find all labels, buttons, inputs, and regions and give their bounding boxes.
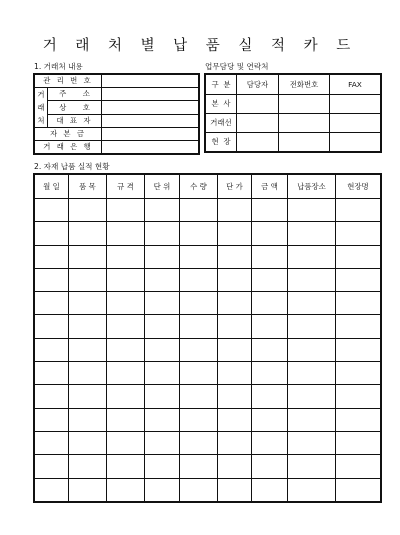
contact-cell[interactable] — [237, 114, 279, 133]
contact-header-manager: 담당자 — [237, 75, 279, 95]
table-cell[interactable] — [252, 292, 288, 315]
table-cell[interactable] — [218, 199, 252, 222]
table-row — [35, 315, 381, 338]
table-cell[interactable] — [35, 338, 69, 361]
vendor-group-char-2: 래 — [37, 103, 45, 112]
management-no-value[interactable] — [102, 75, 199, 88]
table-cell[interactable] — [107, 315, 145, 338]
table-cell[interactable] — [252, 315, 288, 338]
table-cell[interactable] — [107, 408, 145, 431]
table-cell[interactable] — [107, 199, 145, 222]
table-cell[interactable] — [180, 292, 218, 315]
table-cell[interactable] — [218, 315, 252, 338]
table-cell[interactable] — [218, 431, 252, 454]
table-cell[interactable] — [69, 315, 107, 338]
table-cell[interactable] — [288, 292, 336, 315]
table-cell[interactable] — [145, 431, 180, 454]
table-cell[interactable] — [252, 408, 288, 431]
table-cell[interactable] — [69, 245, 107, 268]
table-cell[interactable] — [180, 478, 218, 501]
table-cell[interactable] — [288, 338, 336, 361]
table-row — [35, 245, 381, 268]
table-cell[interactable] — [252, 245, 288, 268]
section2-heading: 2. 자재 납품 실적 현황 — [34, 162, 110, 171]
table-cell[interactable] — [336, 338, 381, 361]
table-cell[interactable] — [218, 362, 252, 385]
capital-value[interactable] — [102, 128, 199, 141]
table-row — [35, 362, 381, 385]
table-cell[interactable] — [218, 408, 252, 431]
table-cell[interactable] — [107, 455, 145, 478]
table-cell[interactable] — [336, 222, 381, 245]
table-cell[interactable] — [69, 268, 107, 291]
table-cell[interactable] — [69, 478, 107, 501]
table-cell[interactable] — [107, 268, 145, 291]
table-row — [35, 478, 381, 501]
table-cell[interactable] — [336, 245, 381, 268]
table-cell[interactable] — [252, 268, 288, 291]
management-no-label: 관 리 번 호 — [35, 75, 102, 88]
table-cell[interactable] — [288, 199, 336, 222]
table-cell[interactable] — [180, 455, 218, 478]
table-cell[interactable] — [145, 245, 180, 268]
col-header-spec: 규 격 — [107, 175, 145, 199]
table-row — [35, 338, 381, 361]
table-cell[interactable] — [336, 478, 381, 501]
table-cell[interactable] — [145, 478, 180, 501]
contact-cell[interactable] — [330, 133, 381, 152]
table-cell[interactable] — [107, 222, 145, 245]
table-cell[interactable] — [35, 362, 69, 385]
table-cell[interactable] — [69, 222, 107, 245]
table-cell[interactable] — [180, 338, 218, 361]
address-label: 주 소 — [48, 88, 102, 101]
table-cell[interactable] — [336, 292, 381, 315]
table-row — [35, 455, 381, 478]
table-row — [35, 222, 381, 245]
card-title: 거 래 처 별 납 품 실 적 카 드 — [42, 38, 358, 54]
table-cell[interactable] — [336, 268, 381, 291]
table-cell[interactable] — [69, 338, 107, 361]
table-cell[interactable] — [107, 362, 145, 385]
table-cell[interactable] — [288, 408, 336, 431]
col-header-site-name: 현장명 — [336, 175, 381, 199]
table-cell[interactable] — [180, 268, 218, 291]
table-cell[interactable] — [288, 245, 336, 268]
table-cell[interactable] — [218, 455, 252, 478]
table-cell[interactable] — [252, 222, 288, 245]
table-cell[interactable] — [180, 315, 218, 338]
table-cell[interactable] — [252, 455, 288, 478]
table-cell[interactable] — [180, 222, 218, 245]
vendor-group-char-1: 거 — [37, 90, 45, 99]
table-cell[interactable] — [180, 408, 218, 431]
col-header-quantity: 수 량 — [180, 175, 218, 199]
vendor-group-label — [35, 88, 48, 128]
table-cell[interactable] — [252, 385, 288, 408]
table-cell[interactable] — [69, 408, 107, 431]
table-cell[interactable] — [145, 292, 180, 315]
section1-heading: 1. 거래처 내용 — [34, 62, 83, 71]
table-cell[interactable] — [218, 478, 252, 501]
table-cell[interactable] — [35, 222, 69, 245]
table-cell[interactable] — [180, 199, 218, 222]
table-cell[interactable] — [107, 338, 145, 361]
table-cell[interactable] — [69, 431, 107, 454]
table-cell[interactable] — [69, 455, 107, 478]
table-cell[interactable] — [252, 431, 288, 454]
table-cell[interactable] — [218, 385, 252, 408]
table-cell[interactable] — [180, 431, 218, 454]
table-cell[interactable] — [35, 408, 69, 431]
contact-cell[interactable] — [330, 114, 381, 133]
contact-header-fax: FAX — [330, 75, 381, 95]
delivery-record-table — [34, 174, 381, 502]
table-cell[interactable] — [145, 222, 180, 245]
col-header-unit-price: 단 가 — [218, 175, 252, 199]
table-cell[interactable] — [288, 222, 336, 245]
company-name-label: 상 호 — [48, 101, 102, 114]
contact-row-label-site: 현 장 — [206, 133, 237, 152]
bank-value[interactable] — [102, 141, 199, 154]
company-name-value[interactable] — [102, 101, 199, 114]
table-cell[interactable] — [252, 362, 288, 385]
table-cell[interactable] — [336, 408, 381, 431]
table-cell[interactable] — [252, 478, 288, 501]
table-cell[interactable] — [145, 385, 180, 408]
table-cell[interactable] — [69, 362, 107, 385]
table-cell[interactable] — [336, 315, 381, 338]
table-cell[interactable] — [218, 292, 252, 315]
table-cell[interactable] — [218, 268, 252, 291]
contact-row-label-hq: 본 사 — [206, 95, 237, 114]
table-cell[interactable] — [35, 455, 69, 478]
contact-cell[interactable] — [330, 95, 381, 114]
table-cell[interactable] — [35, 431, 69, 454]
table-cell[interactable] — [288, 431, 336, 454]
table-cell[interactable] — [69, 292, 107, 315]
table-cell[interactable] — [288, 268, 336, 291]
table-cell[interactable] — [107, 245, 145, 268]
vendor-info-table — [34, 74, 199, 154]
table-cell[interactable] — [145, 362, 180, 385]
table-row — [35, 385, 381, 408]
table-cell[interactable] — [69, 199, 107, 222]
vendor-group-char-3: 처 — [37, 116, 45, 125]
col-header-item: 품 목 — [69, 175, 107, 199]
table-cell[interactable] — [180, 245, 218, 268]
contact-cell[interactable] — [237, 95, 279, 114]
table-row — [35, 199, 381, 222]
table-cell[interactable] — [107, 385, 145, 408]
table-cell[interactable] — [288, 362, 336, 385]
table-cell[interactable] — [107, 292, 145, 315]
table-row — [35, 268, 381, 291]
table-cell[interactable] — [35, 268, 69, 291]
contact-header-phone: 전화번호 — [279, 75, 330, 95]
table-cell[interactable] — [145, 315, 180, 338]
table-cell[interactable] — [145, 455, 180, 478]
col-header-date: 월 일 — [35, 175, 69, 199]
contact-cell[interactable] — [237, 133, 279, 152]
contact-row-label-client: 거래선 — [206, 114, 237, 133]
table-cell[interactable] — [288, 385, 336, 408]
table-cell[interactable] — [35, 245, 69, 268]
table-cell[interactable] — [288, 478, 336, 501]
table-cell[interactable] — [336, 199, 381, 222]
table-row — [35, 292, 381, 315]
table-cell[interactable] — [336, 455, 381, 478]
col-header-amount: 금 액 — [252, 175, 288, 199]
table-cell[interactable] — [288, 455, 336, 478]
table-cell[interactable] — [69, 385, 107, 408]
table-cell[interactable] — [218, 338, 252, 361]
table-cell[interactable] — [35, 292, 69, 315]
table-cell[interactable] — [145, 338, 180, 361]
table-cell[interactable] — [336, 362, 381, 385]
table-cell[interactable] — [35, 199, 69, 222]
capital-label: 자 본 금 — [35, 128, 102, 141]
representative-value[interactable] — [102, 114, 199, 127]
table-cell[interactable] — [252, 199, 288, 222]
representative-label: 대 표 자 — [48, 114, 102, 127]
table-cell[interactable] — [35, 315, 69, 338]
table-cell[interactable] — [180, 385, 218, 408]
table-cell[interactable] — [288, 315, 336, 338]
address-value[interactable] — [102, 88, 199, 101]
contact-cell[interactable] — [279, 95, 330, 114]
table-cell[interactable] — [145, 199, 180, 222]
table-cell[interactable] — [35, 385, 69, 408]
col-header-delivery-place: 납품장소 — [288, 175, 336, 199]
bank-label: 거 래 은 행 — [35, 141, 102, 154]
table-cell[interactable] — [35, 478, 69, 501]
table-cell[interactable] — [145, 268, 180, 291]
table-cell[interactable] — [218, 222, 252, 245]
contact-table — [205, 74, 381, 152]
contact-cell[interactable] — [279, 133, 330, 152]
contact-cell[interactable] — [279, 114, 330, 133]
contact-heading: 업무담당 및 연락처 — [205, 62, 269, 71]
contact-header-category: 구 분 — [206, 75, 237, 95]
table-cell[interactable] — [145, 408, 180, 431]
table-row — [35, 408, 381, 431]
table-cell[interactable] — [218, 245, 252, 268]
table-cell[interactable] — [252, 338, 288, 361]
table-cell[interactable] — [107, 478, 145, 501]
table-cell[interactable] — [180, 362, 218, 385]
table-cell[interactable] — [336, 431, 381, 454]
table-cell[interactable] — [336, 385, 381, 408]
col-header-unit: 단 위 — [145, 175, 180, 199]
table-cell[interactable] — [107, 431, 145, 454]
table-row — [35, 431, 381, 454]
